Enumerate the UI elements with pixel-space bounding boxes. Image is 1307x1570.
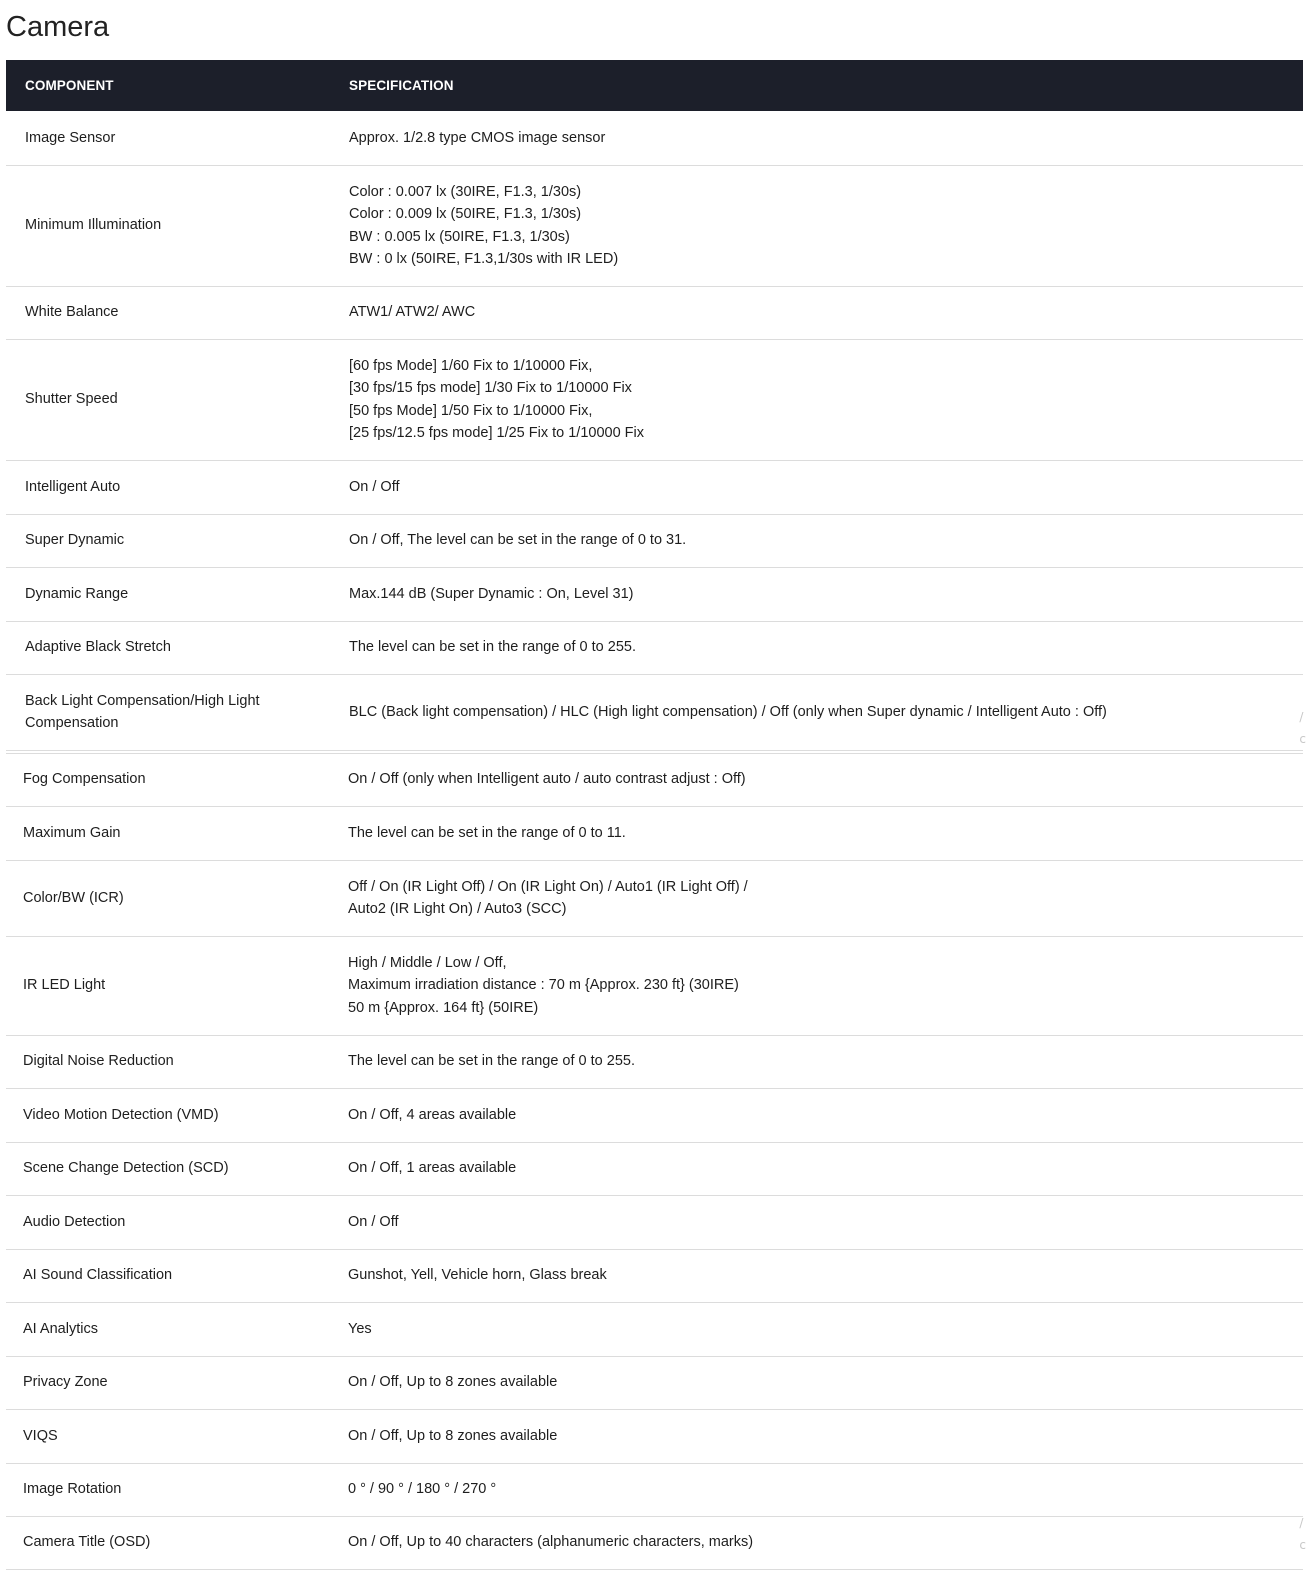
table-header-row	[6, 60, 1303, 111]
component-text: Maximum Gain	[23, 824, 121, 841]
header-specification: SPECIFICATION	[330, 60, 1303, 111]
component-cell	[6, 165, 330, 286]
table-row-ai-sound-classification	[6, 1249, 1303, 1302]
component-text: Image Sensor	[25, 129, 116, 146]
specification-line: ATW1/ ATW2/ AWC	[349, 304, 476, 321]
component-cell	[6, 621, 330, 674]
component-cell	[6, 1516, 330, 1569]
specification-cell	[330, 165, 1303, 286]
specification-line: On / Off, 1 areas available	[348, 1160, 517, 1177]
camera-spec-table	[6, 60, 1303, 1570]
component-text: Super Dynamic	[25, 532, 125, 549]
specification-cell	[330, 1302, 1303, 1356]
specification-cell	[330, 1249, 1303, 1302]
specification-cell	[330, 1409, 1303, 1463]
specification-line: On / Off	[349, 478, 400, 495]
specification-cell	[330, 1356, 1303, 1409]
specification-line: On / Off, Up to 8 zones available	[348, 1427, 558, 1444]
specification-cell	[330, 621, 1303, 674]
specification-cell	[330, 339, 1303, 460]
table-row-minimum-illumination	[6, 165, 1303, 286]
table-row-camera-title-osd	[6, 1516, 1303, 1569]
table-row-video-motion-detection-vmd	[6, 1088, 1303, 1142]
specification-line: Off / On (IR Light Off) / On (IR Light On) / Auto1 (IR Light Off) /	[348, 878, 748, 895]
specification-line: Auto2 (IR Light On) / Auto3 (SCC)	[348, 901, 567, 917]
header-component: COMPONENT	[6, 60, 330, 111]
specification-cell	[330, 111, 1303, 165]
specification-line: The level can be set in the range of 0 to 255.	[348, 1053, 635, 1070]
component-cell	[6, 460, 330, 514]
component-text: Image Rotation	[23, 1481, 122, 1498]
table-row-digital-noise-reduction	[6, 1035, 1303, 1088]
table-row-audio-detection	[6, 1195, 1303, 1249]
component-cell	[6, 1035, 330, 1088]
component-cell	[6, 1302, 330, 1356]
table-row-dynamic-range	[6, 567, 1303, 621]
component-text: IR LED Light	[23, 977, 106, 994]
table-row-image-rotation	[6, 1463, 1303, 1516]
table-row-scene-change-detection-scd	[6, 1142, 1303, 1195]
table-row-maximum-gain	[6, 806, 1303, 860]
component-cell	[6, 339, 330, 460]
table-row-viqs	[6, 1409, 1303, 1463]
spec-rows-group-b	[6, 753, 1303, 1569]
specification-line: [60 fps Mode] 1/60 Fix to 1/10000 Fix,	[349, 357, 593, 374]
component-text: Shutter Speed	[25, 391, 118, 408]
component-text: Digital Noise Reduction	[23, 1053, 174, 1070]
specification-line: On / Off, Up to 40 characters (alphanumeric characters, marks)	[348, 1534, 754, 1551]
component-cell	[6, 1356, 330, 1409]
component-text: VIQS	[23, 1427, 58, 1444]
specification-line: Color : 0.009 lx (50IRE, F1.3, 1/30s)	[349, 206, 582, 222]
component-text: Video Motion Detection (VMD)	[23, 1106, 219, 1123]
component-cell	[6, 1463, 330, 1516]
component-text: Fog Compensation	[23, 771, 146, 788]
table-row-adaptive-black-stretch	[6, 621, 1303, 674]
specification-line: Gunshot, Yell, Vehicle horn, Glass break	[348, 1267, 607, 1284]
table-row-privacy-zone	[6, 1356, 1303, 1409]
component-cell	[6, 753, 330, 806]
specification-cell	[330, 286, 1303, 339]
specification-line: [25 fps/12.5 fps mode] 1/25 Fix to 1/10000 Fix	[349, 425, 645, 441]
component-text: Audio Detection	[23, 1213, 126, 1230]
specification-line: Yes	[348, 1320, 372, 1337]
component-cell	[6, 111, 330, 165]
specification-cell	[330, 1516, 1303, 1569]
component-text: Minimum Illumination	[25, 217, 162, 234]
specification-line: BW : 0 lx (50IRE, F1.3,1/30s with IR LED)	[349, 251, 619, 267]
specification-line: [30 fps/15 fps mode] 1/30 Fix to 1/10000 Fix	[349, 380, 632, 396]
specification-cell	[330, 460, 1303, 514]
specification-cell	[330, 936, 1303, 1035]
table-row-image-sensor	[6, 111, 1303, 165]
specification-cell	[330, 674, 1303, 750]
specification-cell	[330, 806, 1303, 860]
specification-cell	[330, 860, 1303, 936]
component-text: Intelligent Auto	[25, 478, 121, 495]
specification-line: BW : 0.005 lx (50IRE, F1.3, 1/30s)	[349, 228, 570, 245]
specification-line: On / Off (only when Intelligent auto / auto contrast adjust : Off)	[348, 771, 746, 788]
table-row-shutter-speed	[6, 339, 1303, 460]
specification-line: Maximum irradiation distance : 70 m {Approx. 230 ft} (30IRE)	[348, 977, 739, 994]
specification-line: Approx. 1/2.8 type CMOS image sensor	[349, 129, 606, 146]
specification-line: The level can be set in the range of 0 to 255.	[349, 639, 636, 656]
spec-rows-group-a	[6, 111, 1303, 750]
component-text: Back Light Compensation/High Light	[25, 692, 260, 709]
component-cell	[6, 567, 330, 621]
specification-cell	[330, 1195, 1303, 1249]
edge-fragment-a: / c	[1299, 710, 1306, 746]
component-cell	[6, 286, 330, 339]
specification-line: Color : 0.007 lx (30IRE, F1.3, 1/30s)	[349, 183, 582, 200]
specification-cell	[330, 514, 1303, 567]
table-row-color-bw-icr	[6, 860, 1303, 936]
specification-line: BLC (Back light compensation) / HLC (High light compensation) / Off (only when Super dynamic / Intelligent Auto : Off)	[349, 703, 1107, 720]
edge-fragment-b: / c	[1299, 1516, 1306, 1552]
component-cell	[6, 1142, 330, 1195]
specification-cell	[330, 1035, 1303, 1088]
component-text: White Balance	[25, 304, 119, 321]
component-cell	[6, 1088, 330, 1142]
specification-line: On / Off, The level can be set in the range of 0 to 31.	[349, 532, 687, 549]
specification-cell	[330, 1463, 1303, 1516]
specification-line: On / Off, 4 areas available	[348, 1106, 517, 1123]
component-cell	[6, 860, 330, 936]
component-cell	[6, 806, 330, 860]
specification-cell	[330, 567, 1303, 621]
table-row-back-light-compensation-high-light-compensation	[6, 674, 1303, 750]
specification-line: [50 fps Mode] 1/50 Fix to 1/10000 Fix,	[349, 402, 593, 419]
component-text: Dynamic Range	[25, 585, 129, 602]
component-text: Camera Title (OSD)	[23, 1534, 151, 1551]
component-cell	[6, 1195, 330, 1249]
specification-line: Max.144 dB (Super Dynamic : On, Level 31)	[349, 585, 634, 602]
table-row-super-dynamic	[6, 514, 1303, 567]
specification-line: 50 m {Approx. 164 ft} (50IRE)	[348, 999, 539, 1016]
table-row-ir-led-light	[6, 936, 1303, 1035]
component-cell	[6, 1249, 330, 1302]
component-text: Privacy Zone	[23, 1374, 108, 1391]
table-row-white-balance	[6, 286, 1303, 339]
table-row-fog-compensation	[6, 753, 1303, 806]
table-row-intelligent-auto	[6, 460, 1303, 514]
component-text: Scene Change Detection (SCD)	[23, 1160, 229, 1177]
component-text: Adaptive Black Stretch	[25, 639, 171, 656]
specification-line: On / Off	[348, 1213, 399, 1230]
component-cell	[6, 936, 330, 1035]
specification-line: The level can be set in the range of 0 to 11.	[348, 824, 626, 841]
specification-line: On / Off, Up to 8 zones available	[348, 1374, 558, 1391]
specification-cell	[330, 1088, 1303, 1142]
page-title: Camera	[6, 11, 110, 43]
component-text: AI Sound Classification	[23, 1267, 173, 1284]
specification-cell	[330, 753, 1303, 806]
component-cell	[6, 674, 330, 750]
component-cell	[6, 514, 330, 567]
component-text: AI Analytics	[23, 1320, 98, 1337]
component-text: Compensation	[25, 715, 119, 731]
component-text: Color/BW (ICR)	[23, 889, 124, 906]
table-row-ai-analytics	[6, 1302, 1303, 1356]
specification-line: High / Middle / Low / Off,	[348, 954, 507, 971]
component-cell	[6, 1409, 330, 1463]
specification-cell	[330, 1142, 1303, 1195]
specification-line: 0 ° / 90 ° / 180 ° / 270 °	[348, 1481, 497, 1498]
